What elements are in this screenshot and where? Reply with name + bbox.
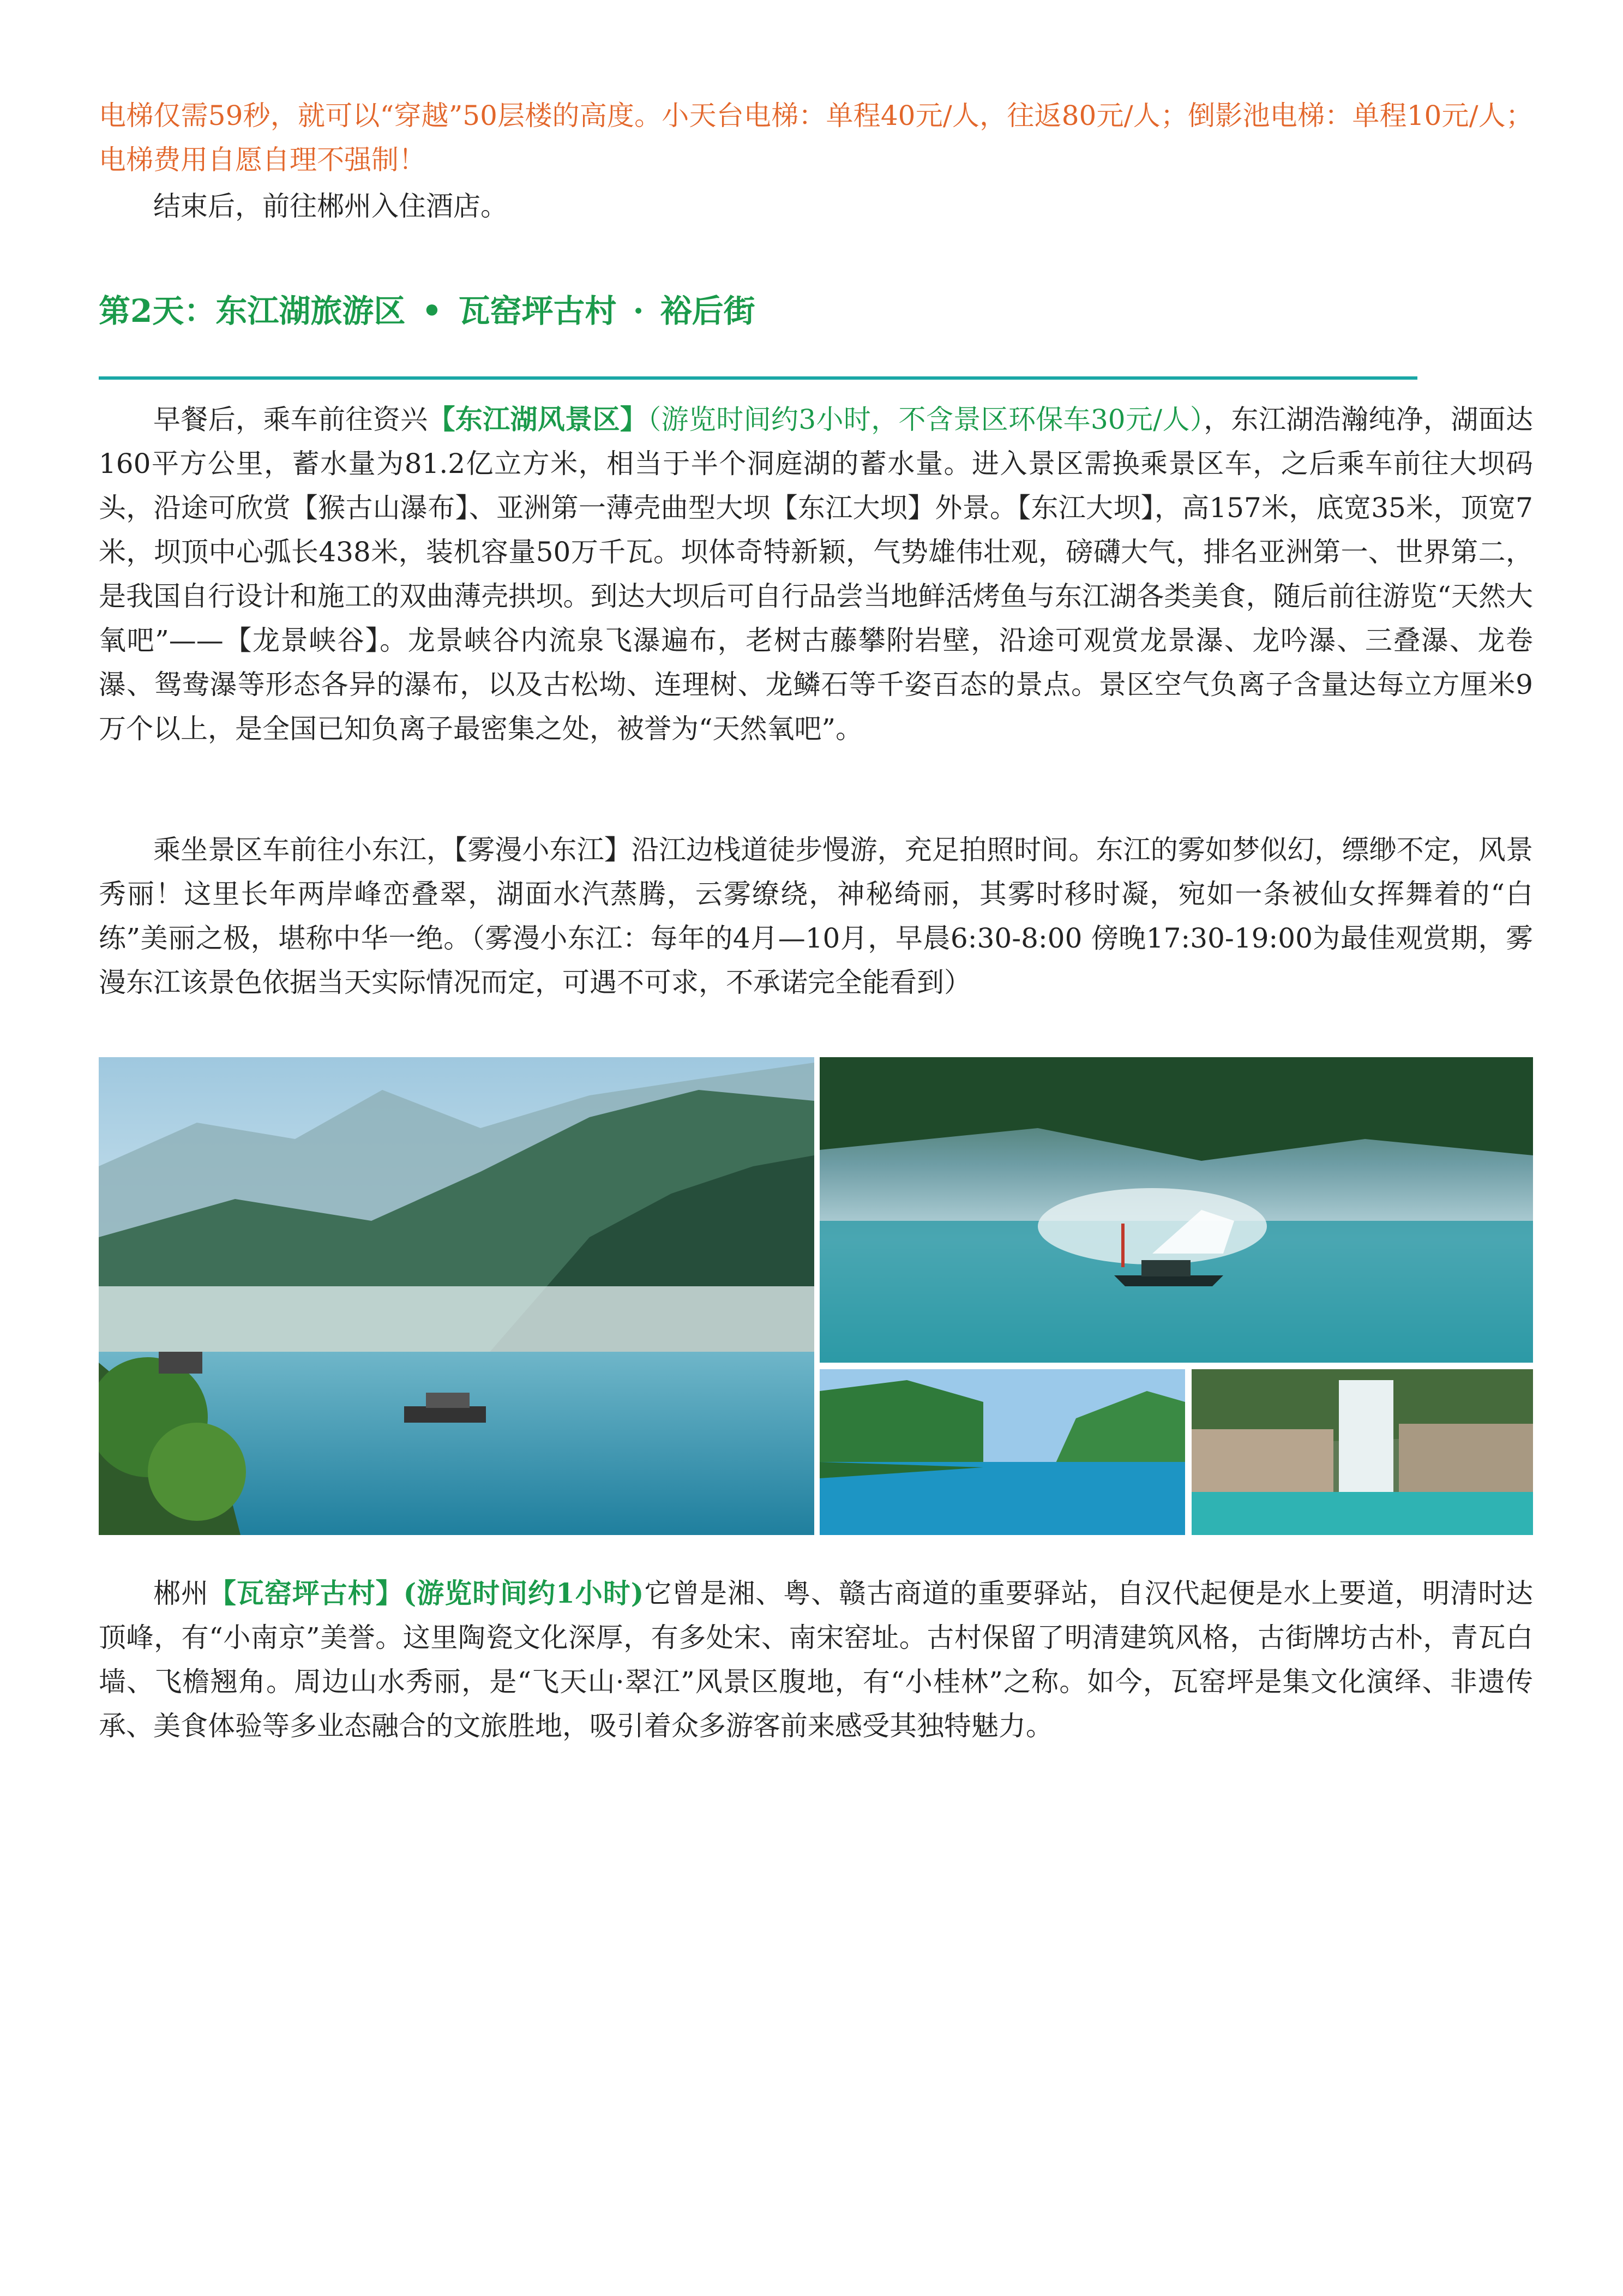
p1-lead: 早餐后，乘车前往资兴: [153, 404, 428, 435]
paragraph-dongjiang: [99, 397, 1533, 751]
p2-body: 乘坐景区车前往小东江，【雾漫小东江】沿江边栈道徒步慢游，充足拍照时间。东江的雾如梦似幻，缥缈不定，风景秀丽！这里长年两岸峰峦叠翠，湖面水汽蒸腾，云雾缭绕，神秘绮丽，其雾时移时凝，宛如一条被仙女挥舞着的“白练”美丽之极，堪称中华一绝。（雾漫小东江：每年的4月—10月，早晨6:30-8:00 傍晚17:30-19:00为最佳观赏期，雾漫东江该景色依据当天实际情况而定，可遇不可求，不承诺完全能看到）: [99, 834, 1533, 998]
day2-title: 第2天：东江湖旅游区: [99, 292, 406, 329]
p1-body: ，东江湖浩瀚纯净，湖面达160平方公里，蓄水量为81.2亿立方米，相当于半个洞庭湖的蓄水量。进入景区需换乘景区车，之后乘车前往大坝码头，沿途可欣赏【猴古山瀑布】、亚洲第一薄壳曲型大坝【东江大坝】外景。【东江大坝】，高157米，底宽35米，顶宽7米，坝顶中心弧长438米，装机容量50万千瓦。坝体奇特新颖，气势雄伟壮观，磅礴大气，排名亚洲第一、世界第二，是我国自行设计和施工的双曲薄壳拱坝。到达大坝后可自行品尝当地鲜活烤鱼与东江湖各类美食，随后前往游览“天然大氧吧”——【龙景峡谷】。龙景峡谷内流泉飞瀑遍布，老树古藤攀附岩壁，沿途可观赏龙景瀑、龙吟瀑、三叠瀑、龙卷瀑、鸳鸯瀑等形态各异的瀑布，以及古松坳、连理树、龙鳞石等千姿百态的景点。景区空气负离子含量达每立方厘米9万个以上，是全国已知负离子最密集之处，被誉为“天然氧吧”。: [99, 404, 1534, 745]
day2-heading: [99, 289, 1533, 333]
p3-note: (游览时间约1小时): [403, 1577, 644, 1609]
elevator-note: 电梯仅需59秒，就可以“穿越”50层楼的高度。小天台电梯：单程40元/人，往返80元/人；倒影池电梯：单程10元/人；电梯费用自愿自理不强制！: [99, 100, 1533, 176]
day2-title-part3: 裕后街: [660, 292, 755, 329]
end-line: 结束后，前往郴州入住酒店。: [153, 190, 508, 222]
paragraph-xiaodongjiang: [99, 828, 1533, 1005]
p1-spot: 【东江湖风景区】: [428, 403, 648, 435]
p1-note: （游览时间约3小时，不含景区环保车30元/人）: [647, 404, 1204, 435]
end-line-block: [99, 184, 1533, 229]
p3-spot: 【瓦窑坪古村】: [208, 1577, 404, 1609]
photo-misty-lake-boats: [99, 1057, 814, 1535]
photo-lake-islands: [820, 1369, 1185, 1535]
elevator-note-block: [99, 94, 1533, 182]
heading-separator: ·: [633, 292, 644, 329]
heading-divider: [99, 376, 1417, 380]
paragraph-wayaoping: [99, 1571, 1533, 1748]
day2-title-part2: 瓦窑坪古村: [458, 292, 617, 329]
p3-lead: 郴州: [153, 1578, 209, 1609]
heading-separator: •: [422, 292, 442, 329]
photo-waterfall: [1192, 1369, 1533, 1535]
photo-fisherman-net: [820, 1057, 1533, 1363]
p3-body: 它曾是湘、粤、赣古商道的重要驿站，自汉代起便是水上要道，明清时达顶峰，有“小南京”美誉。这里陶瓷文化深厚，有多处宋、南宋窑址。古村保留了明清建筑风格，古街牌坊古朴，青瓦白墙、飞檐翘角。周边山水秀丽，是“飞天山·翠江”风景区腹地，有“小桂林”之称。如今，瓦窑坪是集文化演绎、非遗传承、美食体验等多业态融合的文旅胜地，吸引着众多游客前来感受其独特魅力。: [99, 1578, 1534, 1742]
